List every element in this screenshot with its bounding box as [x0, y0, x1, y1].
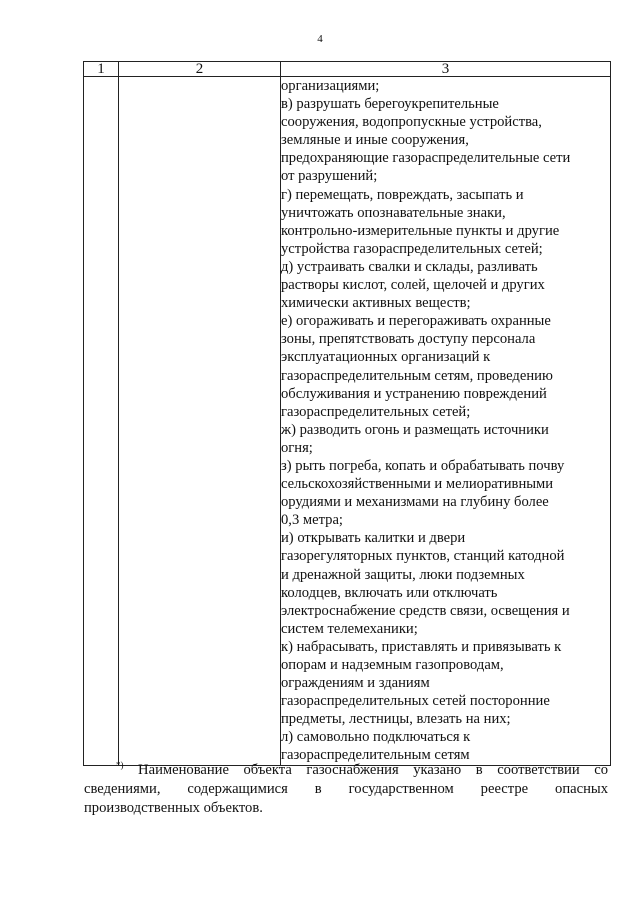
- text-line: организациями;: [281, 78, 380, 94]
- text-line: электроснабжение средств связи, освещения и: [281, 602, 570, 619]
- footnote-line-1: [84, 761, 608, 780]
- footnote: [84, 761, 608, 818]
- table-row: [84, 77, 611, 766]
- text-line: ограждениям и зданиям: [281, 675, 430, 692]
- text-line: химически активных веществ;: [281, 295, 471, 312]
- footnote-text-1: Наименование объекта газоснабжения указано в соответствии со: [138, 762, 608, 778]
- column-header-3: 3: [281, 62, 611, 77]
- column-header-2: 2: [119, 62, 281, 77]
- content-table: [83, 61, 611, 766]
- text-line: в) разрушать берегоукрепительные: [281, 96, 499, 113]
- text-line: газораспределительных сетей;: [281, 403, 471, 420]
- column-header-1: 1: [84, 62, 119, 77]
- column-3-cell: [281, 77, 611, 766]
- footnote-marker: *): [116, 760, 124, 771]
- text-line: д) устраивать свалки и склады, разливать: [281, 258, 538, 275]
- text-line: и дренажной защиты, люки подземных: [281, 566, 525, 583]
- text-line: 0,3 метра;: [281, 512, 343, 529]
- column-1-cell: [84, 77, 119, 766]
- footnote-line-3: производственных объектов.: [84, 800, 263, 816]
- text-line: систем телемеханики;: [281, 620, 418, 637]
- text-line: опорам и надземным газопроводам,: [281, 657, 504, 673]
- text-line: и) открывать калитки и двери: [281, 530, 466, 547]
- text-line: предохраняющие газораспределительные сети: [281, 150, 571, 167]
- text-line: зоны, препятствовать доступу персонала: [281, 331, 536, 348]
- table-header-row: [84, 62, 611, 77]
- footnote-line-2: сведениями, содержащимися в государственном реестре опасных: [84, 781, 608, 797]
- text-line: л) самовольно подключаться к: [281, 729, 471, 746]
- text-line: колодцев, включать или отключать: [281, 584, 498, 601]
- column-2-cell: [119, 77, 281, 766]
- text-line: сельскохозяйственными и мелиоративными: [281, 476, 554, 493]
- text-line: эксплуатационных организаций к: [281, 349, 491, 366]
- text-line: к) набрасывать, приставлять и привязывать к: [281, 638, 562, 655]
- text-line: предметы, лестницы, влезать на них;: [281, 711, 511, 728]
- text-line: газорегуляторных пунктов, станций катодной: [281, 548, 565, 565]
- text-line: г) перемещать, повреждать, засыпать и: [281, 186, 524, 203]
- text-line: огня;: [281, 439, 313, 456]
- text-line: от разрушений;: [281, 168, 378, 185]
- text-line: обслуживания и устранению повреждений: [281, 385, 547, 402]
- text-line: газораспределительных сетей посторонние: [281, 693, 550, 710]
- text-line: ж) разводить огонь и размещать источники: [281, 421, 549, 438]
- page-number: 4: [317, 33, 323, 45]
- text-line: растворы кислот, солей, щелочей и других: [281, 277, 545, 294]
- text-line: газораспределительным сетям, проведению: [281, 367, 553, 384]
- text-line: е) огораживать и перегораживать охранные: [281, 313, 551, 330]
- text-line: земляные и иные сооружения,: [281, 132, 469, 149]
- text-line: сооружения, водопропускные устройства,: [281, 114, 542, 131]
- text-line: орудиями и механизмами на глубину более: [281, 494, 549, 511]
- text-line: з) рыть погреба, копать и обрабатывать почву: [281, 457, 565, 474]
- text-line: газораспределительным сетям: [281, 747, 470, 764]
- text-line: уничтожать опознавательные знаки,: [281, 204, 506, 221]
- text-line: контрольно-измерительные пункты и другие: [281, 222, 560, 239]
- text-line: устройства газораспределительных сетей;: [281, 240, 543, 257]
